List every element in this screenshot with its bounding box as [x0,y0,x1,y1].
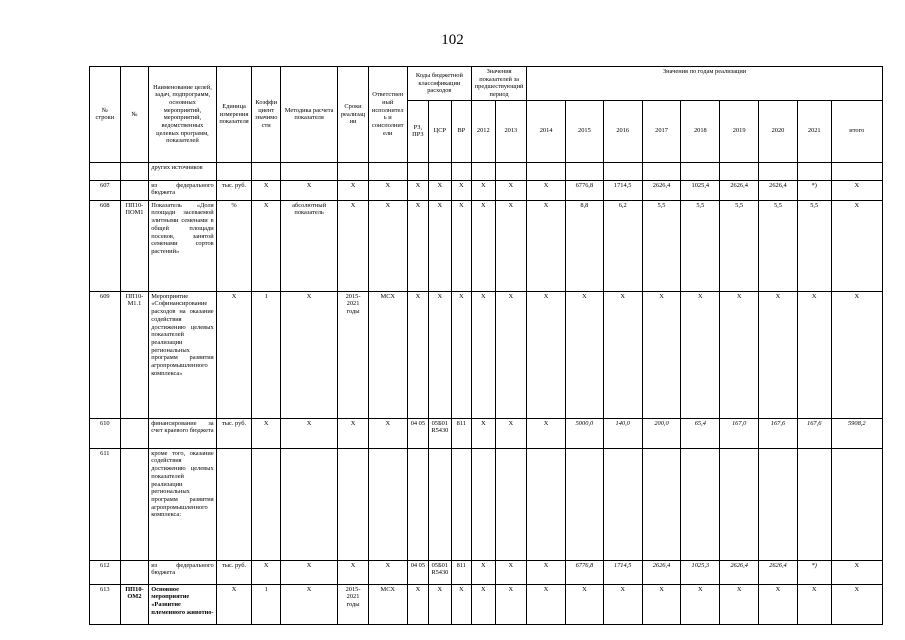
row-rz: 04 05 [407,560,428,584]
row-2014: X [527,200,566,291]
row-term: X [338,200,369,291]
col-unit: Единица измерения показателя [216,67,252,163]
row-rz: X [407,291,428,418]
row-csr: X [429,180,451,200]
row-num: 610 [90,418,121,448]
row-2016: 1714,5 [603,560,642,584]
row-2016: 140,0 [603,418,642,448]
row-2021: 167,6 [797,418,831,448]
row-2014: X [527,584,566,624]
row-2021: 5,5 [797,200,831,291]
row-coef: 1 [252,584,281,624]
row-rz: 04 05 [407,418,428,448]
row-2019: 5,5 [720,200,759,291]
row-num: 609 [90,291,121,418]
row-2013: X [495,418,527,448]
row-2021: X [797,291,831,418]
table-row [90,180,883,200]
col-2016: 2016 [603,100,642,162]
row-coef: X [252,200,281,291]
row-method: X [281,418,338,448]
row-2013: X [495,560,527,584]
row-2018: 5,5 [681,200,720,291]
row-2017: 200,0 [642,418,681,448]
row-vr: X [451,584,471,624]
row-term: X [338,560,369,584]
row-method: X [281,560,338,584]
row-unit: X [216,584,252,624]
row-2016: 1714,5 [603,180,642,200]
col-row-number: № строки [90,67,121,163]
col-2018: 2018 [681,100,720,162]
row-csr: X [429,200,451,291]
row-num: 611 [90,448,121,560]
col-terms: Сроки реализации [338,67,369,163]
row-2021: *) [797,180,831,200]
row-csr: 05Б01 R5430 [429,560,451,584]
row-2012: X [472,584,495,624]
header-row-1 [90,67,883,101]
row-2014: X [527,418,566,448]
row-rz: X [407,200,428,291]
row-coef: 1 [252,291,281,418]
row-2014: X [527,180,566,200]
row-coef: X [252,560,281,584]
col-2021: 2021 [797,100,831,162]
col-2015: 2015 [566,100,604,162]
row-exec: X [368,180,407,200]
table-row [90,162,883,180]
row-2015: X [566,291,604,418]
row-2012: X [472,180,495,200]
col-total: итого [831,100,882,162]
row-vr: 811 [451,418,471,448]
row-num: 613 [90,584,121,624]
row-2019: X [720,291,759,418]
row-2019: 167,0 [720,418,759,448]
row-name: из федерального бюджета [149,180,216,200]
row-name: финансирование за счет краевого бюджета [149,418,216,448]
col-2012: 2012 [472,100,495,162]
row-csr: 05Б01 R5430 [429,418,451,448]
col-coefficient: Коэффициент значимости [252,67,281,163]
row-2016: X [603,291,642,418]
row-term: 2015-2021 годы [338,291,369,418]
row-2012: X [472,200,495,291]
row-2018: X [681,291,720,418]
row-2018: 1025,3 [681,560,720,584]
row-name: Показатель «Доля площади засеваемой элитными семенами в общей площади посевов, занятой семенами сортов растений» [149,200,216,291]
row-2017: X [642,584,681,624]
row-coef: X [252,180,281,200]
row-total: X [831,291,882,418]
row-code: ПП10-ПОМ1 [120,200,149,291]
table-row [90,291,883,418]
row-2020: 2626,4 [759,180,798,200]
col-name: Наименование целей, задач, подпрограмм, основных мероприятий, мероприятий, ведомственных целевых программ, показателей [149,67,216,163]
row-2020: 2626,4 [759,560,798,584]
row-2017: 2626,4 [642,180,681,200]
row-2015: X [566,584,604,624]
row-2020: X [759,291,798,418]
col-years-title: Значения по годам реализации [527,67,883,101]
col-rz: РЗ, ПРЗ [407,100,428,162]
row-2020: 167,6 [759,418,798,448]
row-2020: X [759,584,798,624]
row-code [120,180,149,200]
row-total: X [831,560,882,584]
table-row [90,200,883,291]
row-2014: X [527,291,566,418]
col-2014: 2014 [527,100,566,162]
row-vr: X [451,180,471,200]
row-method: абсолютный показатель [281,200,338,291]
row-2013: X [495,180,527,200]
col-vr: ВР [451,100,471,162]
row-exec: МСХ [368,291,407,418]
col-2019: 2019 [720,100,759,162]
page-number: 102 [441,32,464,48]
row-term: X [338,180,369,200]
row-2020: 5,5 [759,200,798,291]
row-code [120,418,149,448]
row-total: 5908,2 [831,418,882,448]
row-2015: 8,8 [566,200,604,291]
row-code: ПП10-ОМ2 [120,584,149,624]
col-budget-codes: Коды бюджетной классификации расходов [407,67,471,101]
row-2017: 5,5 [642,200,681,291]
row-code: ПП10-М1.1 [120,291,149,418]
row-2017: 2626,4 [642,560,681,584]
col-2013: 2013 [495,100,527,162]
row-num: 608 [90,200,121,291]
row-coef: X [252,418,281,448]
col-number: № [120,67,149,163]
col-csr: ЦСР [429,100,451,162]
row-2018: X [681,584,720,624]
row-2013: X [495,200,527,291]
row-name: других источников [149,162,216,180]
row-csr: X [429,291,451,418]
row-num: 607 [90,180,121,200]
row-2018: 65,4 [681,418,720,448]
row-2013: X [495,291,527,418]
row-2019: 2626,4 [720,180,759,200]
row-code [120,560,149,584]
row-method: X [281,291,338,418]
row-2018: 1025,4 [681,180,720,200]
row-unit: тыс. руб. [216,180,252,200]
row-term: X [338,418,369,448]
row-2016: 6,2 [603,200,642,291]
row-2021: *) [797,560,831,584]
row-exec: X [368,200,407,291]
row-2019: 2626,4 [720,560,759,584]
col-method: Методика расчета показателя [281,67,338,163]
row-vr: X [451,200,471,291]
row-2015: 6776,8 [566,560,604,584]
row-2015: 6776,8 [566,180,604,200]
row-2014: X [527,560,566,584]
row-2015: 5000,0 [566,418,604,448]
row-exec: X [368,560,407,584]
row-2017: X [642,291,681,418]
row-csr: X [429,584,451,624]
row-method: X [281,180,338,200]
row-2013: X [495,584,527,624]
row-2021: X [797,584,831,624]
row-name: кроме того, оказание содействия достижению целевых показателей реализации региональных программ развития агропромышленного комплекса: [149,448,216,560]
row-2012: X [472,291,495,418]
table-row [90,584,883,624]
row-2016: X [603,584,642,624]
table-row [90,560,883,584]
row-unit: тыс. руб. [216,418,252,448]
col-2020: 2020 [759,100,798,162]
row-num: 612 [90,560,121,584]
row-total: X [831,584,882,624]
row-rz: X [407,584,428,624]
row-method: X [281,584,338,624]
indicators-table [89,66,883,625]
row-unit: % [216,200,252,291]
row-2012: X [472,418,495,448]
row-rz: X [407,180,428,200]
col-executor: Ответственный исполнитель и соисполнители [368,67,407,163]
row-name: из федерального бюджета [149,560,216,584]
row-unit: X [216,291,252,418]
row-total: X [831,180,882,200]
row-term: 2015-2021 годы [338,584,369,624]
col-2017: 2017 [642,100,681,162]
row-2019: X [720,584,759,624]
row-unit: тыс. руб. [216,560,252,584]
table-row [90,418,883,448]
row-exec: X [368,418,407,448]
row-vr: X [451,291,471,418]
row-vr: 811 [451,560,471,584]
row-total: X [831,200,882,291]
row-exec: МСХ [368,584,407,624]
row-2012: X [472,560,495,584]
table-row [90,448,883,560]
col-previous-period: Значения показателей за предшествующий период [472,67,527,101]
row-name: Мероприятие «Софинансирование расходов на оказание содействия достижению целевых показателей реализации региональных программ развития агропромышленного комплекса» [149,291,216,418]
row-name: Основное мероприятие «Развитие племенного животно- [149,584,216,624]
